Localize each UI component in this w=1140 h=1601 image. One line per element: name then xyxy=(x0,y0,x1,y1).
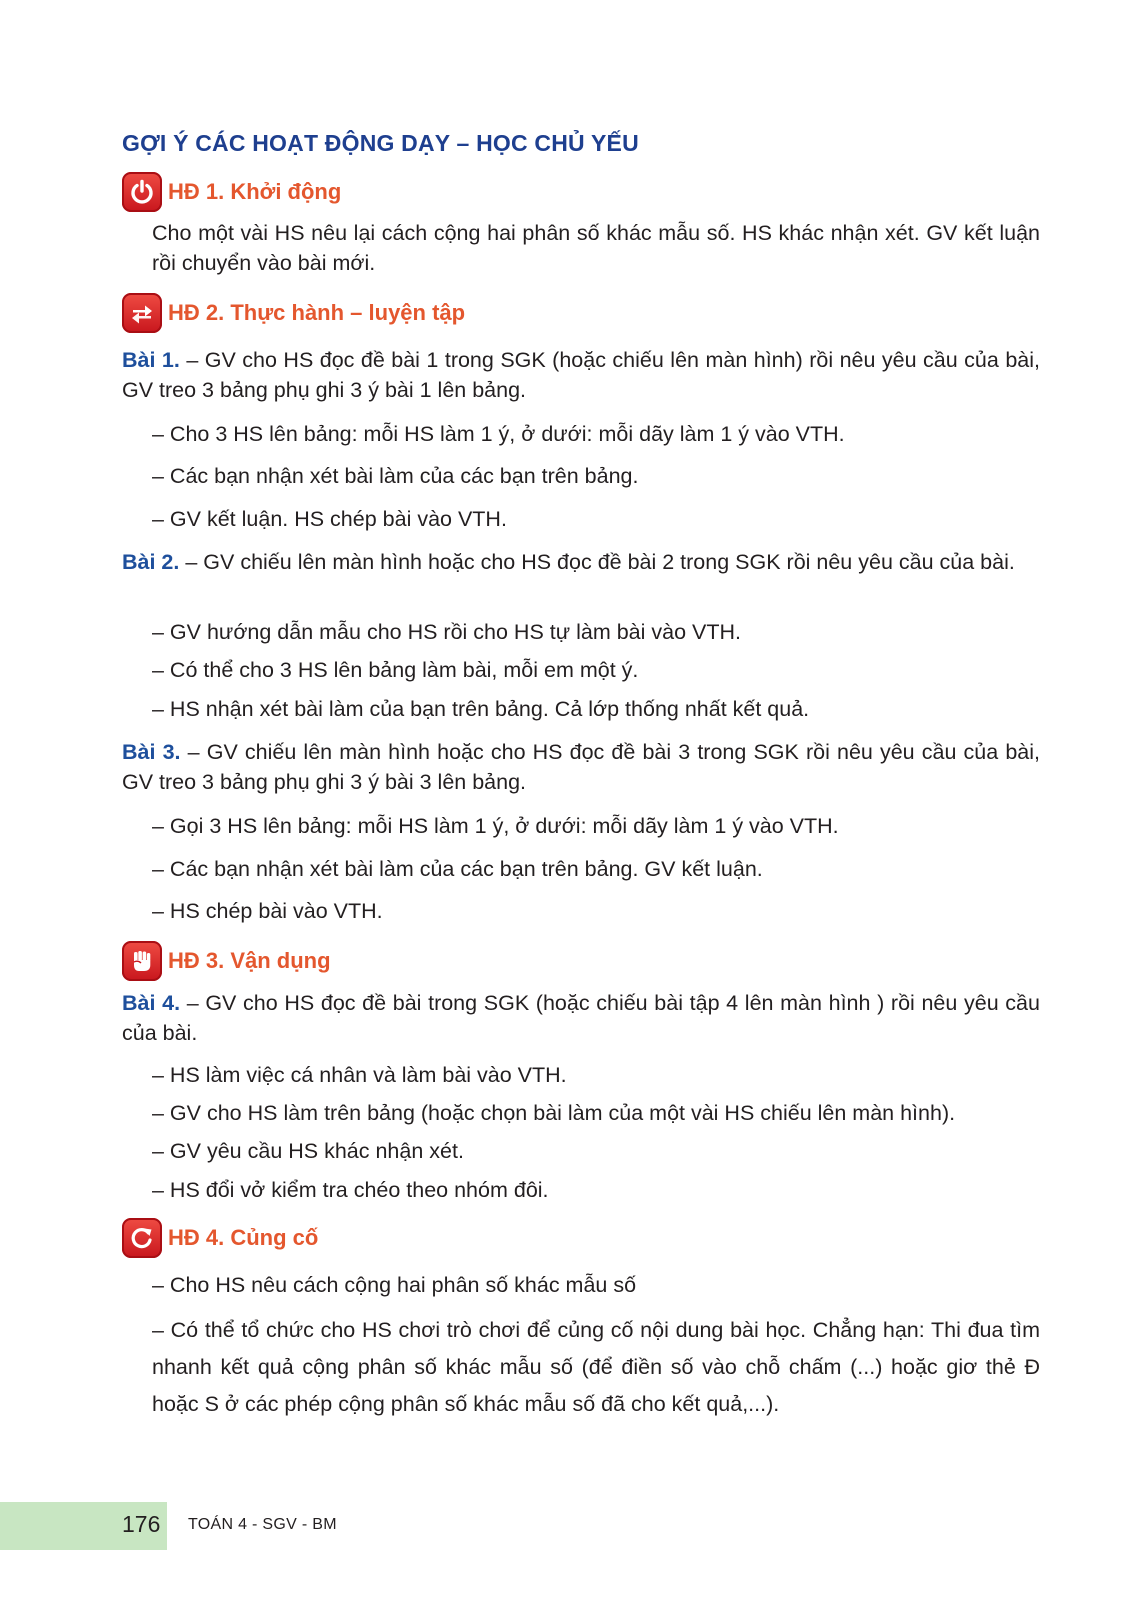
hd3-title: HĐ 3. Vận dụng xyxy=(168,948,331,973)
bai4-item xyxy=(122,1098,1040,1128)
bai1-item xyxy=(122,461,1040,491)
arrows-icon xyxy=(122,293,162,333)
bai2-desc: – GV chiếu lên màn hình hoặc cho HS đọc đề bài 2 trong SGK rồi nêu yêu cầu của bài. xyxy=(185,550,1015,574)
refresh-icon xyxy=(122,1218,162,1258)
bai3-item-3: – HS chép bài vào VTH. xyxy=(152,899,383,923)
page-title: GỢI Ý CÁC HOẠT ĐỘNG DẠY – HỌC CHỦ YẾU xyxy=(122,130,639,156)
book-title: TOÁN 4 - SGV - BM xyxy=(188,1516,337,1533)
bai1 xyxy=(122,345,1040,405)
bai2-item-1: – GV hướng dẫn mẫu cho HS rồi cho HS tự làm bài vào VTH. xyxy=(152,620,742,644)
bai3-item xyxy=(122,854,1040,884)
bai4-item xyxy=(122,1136,1040,1166)
hd1-title: HĐ 1. Khởi động xyxy=(168,179,342,204)
bai4-text xyxy=(122,988,1040,1048)
bai2-item-3: – HS nhận xét bài làm của bạn trên bảng. Cả lớp thống nhất kết quả. xyxy=(152,697,810,721)
bai3-item xyxy=(122,896,1040,926)
bai3-desc: – GV chiếu lên màn hình hoặc cho HS đọc đề bài 3 trong SGK rồi nêu yêu cầu của bài, GV treo 3 bảng phụ ghi 3 ý bài 3 lên bảng. xyxy=(122,740,1040,794)
bai4-item-4: – HS đổi vở kiểm tra chéo theo nhóm đôi. xyxy=(152,1178,549,1202)
bai1-text xyxy=(122,345,1040,405)
bai1-item-3: – GV kết luận. HS chép bài vào VTH. xyxy=(152,507,507,531)
bai4-desc: – GV cho HS đọc đề bài trong SGK (hoặc chiếu bài tập 4 lên màn hình ) rồi nêu yêu cầu của bài. xyxy=(122,991,1040,1045)
bai2-item xyxy=(122,655,1040,685)
hd4-header xyxy=(122,1216,318,1260)
bai3-item-2: – Các bạn nhận xét bài làm của các bạn trên bảng. GV kết luận. xyxy=(152,857,763,881)
bai3-text xyxy=(122,737,1040,797)
bai4-item-3: – GV yêu cầu HS khác nhận xét. xyxy=(152,1139,464,1163)
hd1-header xyxy=(122,170,341,214)
bai1-item-1: – Cho 3 HS lên bảng: mỗi HS làm 1 ý, ở dưới: mỗi dãy làm 1 ý vào VTH. xyxy=(152,422,845,446)
bai4-item xyxy=(122,1060,1040,1090)
bai4 xyxy=(122,988,1040,1048)
bai2-item-2: – Có thể cho 3 HS lên bảng làm bài, mỗi em một ý. xyxy=(152,658,639,682)
hd2-header xyxy=(122,291,465,335)
fist-icon xyxy=(122,941,162,981)
bai1-label: Bài 1. xyxy=(122,348,180,372)
bai4-label: Bài 4. xyxy=(122,991,181,1015)
page-number: 176 xyxy=(122,1511,161,1537)
hd1-text: Cho một vài HS nêu lại cách cộng hai phân số khác mẫu số. HS khác nhận xét. GV kết luận rồi chuyển vào bài mới. xyxy=(152,221,1040,275)
bai3-label: Bài 3. xyxy=(122,740,181,764)
bai2-label: Bài 2. xyxy=(122,550,180,574)
hd4-item xyxy=(122,1312,1040,1423)
bai2 xyxy=(122,547,1040,577)
bai3 xyxy=(122,737,1040,797)
power-icon xyxy=(122,172,162,212)
hd1-body xyxy=(122,218,1040,278)
bai2-item xyxy=(122,617,1040,647)
bai3-item xyxy=(122,811,1040,841)
bai4-item-1: – HS làm việc cá nhân và làm bài vào VTH. xyxy=(152,1063,567,1087)
bai1-item xyxy=(122,419,1040,449)
hd4-title: HĐ 4. Củng cố xyxy=(168,1225,319,1250)
bai4-item-2: – GV cho HS làm trên bảng (hoặc chọn bài làm của một vài HS chiếu lên màn hình). xyxy=(152,1101,956,1125)
bai4-item xyxy=(122,1175,1040,1205)
hd4-item-1: – Cho HS nêu cách cộng hai phân số khác mẫu số xyxy=(152,1273,637,1297)
hd4-item xyxy=(122,1270,1040,1300)
bai2-item xyxy=(122,694,1040,724)
bai1-desc: – GV cho HS đọc đề bài 1 trong SGK (hoặc chiếu lên màn hình) rồi nêu yêu cầu của bài, GV treo 3 bảng phụ ghi 3 ý bài 1 lên bảng. xyxy=(122,348,1040,402)
hd2-title: HĐ 2. Thực hành – luyện tập xyxy=(168,300,466,325)
bai2-text xyxy=(122,547,1040,577)
bai1-item xyxy=(122,504,1040,534)
hd4-item-2: – Có thể tổ chức cho HS chơi trò chơi để củng cố nội dung bài học. Chẳng hạn: Thi đua tìm nhanh kết quả cộng phân số khác mẫu số (để điền số vào chỗ chấm (...) hoặc giơ thẻ Đ hoặc S ở các phép cộng phân số khác mẫu số đã cho kết quả,...). xyxy=(152,1318,1040,1416)
hd3-header xyxy=(122,939,331,983)
bai1-item-2: – Các bạn nhận xét bài làm của các bạn trên bảng. xyxy=(152,464,639,488)
bai3-item-1: – Gọi 3 HS lên bảng: mỗi HS làm 1 ý, ở dưới: mỗi dãy làm 1 ý vào VTH. xyxy=(152,814,839,838)
